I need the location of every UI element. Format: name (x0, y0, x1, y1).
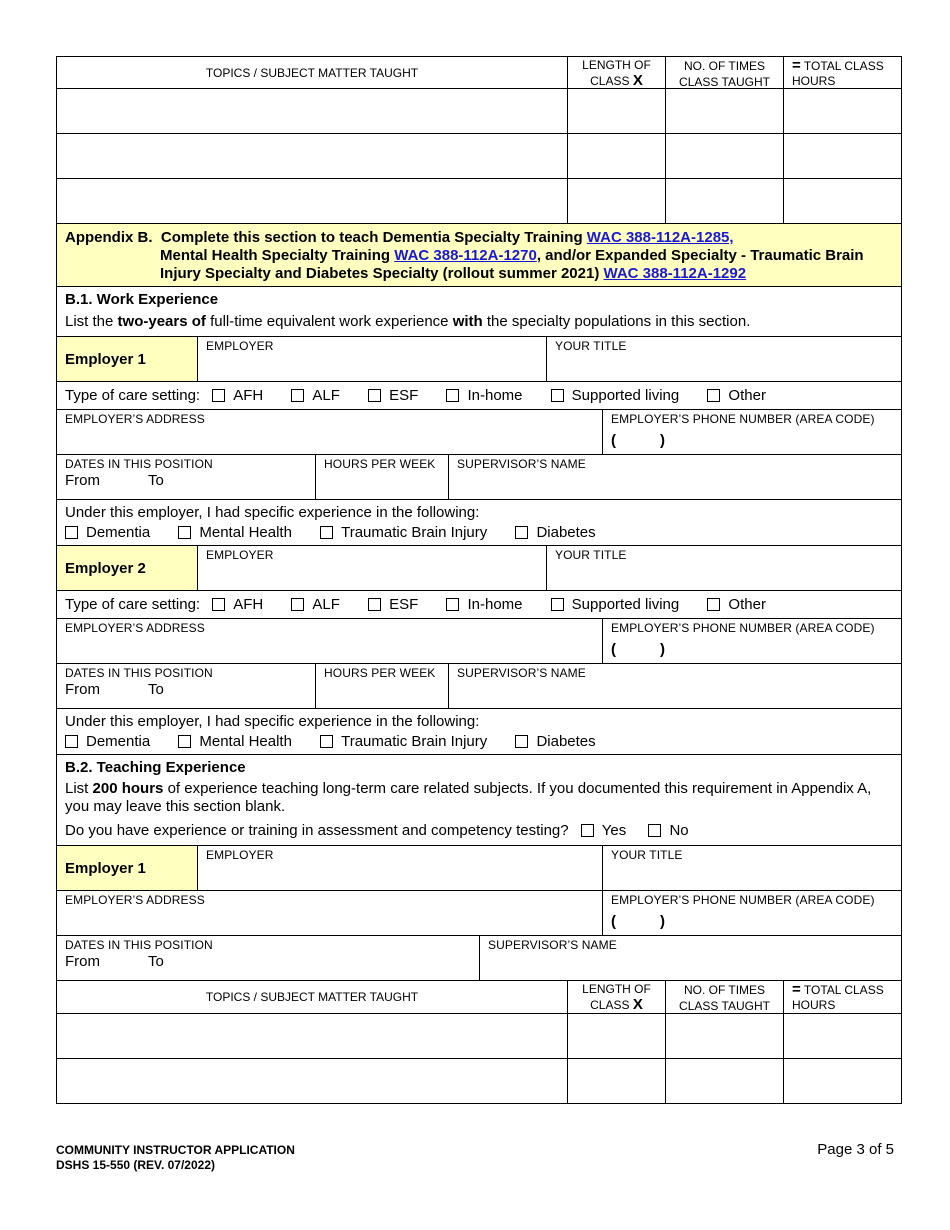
your-title-field[interactable]: YOUR TITLE (602, 846, 901, 890)
table-row[interactable] (56, 89, 902, 134)
in-home-checkbox[interactable] (446, 389, 459, 402)
employer-2-row (56, 546, 902, 591)
your-title-field[interactable]: YOUR TITLE (546, 546, 901, 590)
afh-checkbox[interactable] (212, 598, 225, 611)
care-setting-row: Type of care setting: AFH ALF ESF In-home Supported living Other (56, 382, 902, 410)
page-number: Page 3 of 5 (817, 1141, 894, 1158)
supported-living-checkbox[interactable] (551, 389, 564, 402)
mental-health-checkbox[interactable] (178, 526, 191, 539)
form-number: DSHS 15-550 (REV. 07/2022) (56, 1158, 215, 1172)
no-checkbox[interactable] (648, 824, 661, 837)
care-setting-row: Type of care setting: AFH ALF ESF In-home Supported living Other (56, 591, 902, 619)
dementia-checkbox[interactable] (65, 735, 78, 748)
address-field[interactable]: EMPLOYER’S ADDRESS (65, 412, 205, 426)
address-row (56, 619, 902, 664)
col-topics: TOPICS / SUBJECT MATTER TAUGHT (205, 66, 419, 80)
col-total: = TOTAL CLASS HOURS (792, 57, 884, 88)
dates-field[interactable]: DATES IN THIS POSITION From To (65, 666, 213, 698)
appendix-b-header: Appendix B. Complete this section to teach Dementia Specialty Training WAC 388-112A-1285, Mental Health Specialty Training WAC 388-112A-1270, and/or Expanded Specialty - Traumatic Brain Injury Specialty and Diabetes Specialty (rollout summer 2021) WAC 388-112A-1292 (56, 224, 902, 287)
supported-living-checkbox[interactable] (551, 598, 564, 611)
tbi-checkbox[interactable] (320, 526, 333, 539)
b1-title: B.1. Work Experience (65, 291, 219, 308)
address-field[interactable]: EMPLOYER’S ADDRESS (65, 621, 205, 635)
dates-row (56, 664, 902, 709)
supervisor-field[interactable]: SUPERVISOR’S NAME (448, 664, 901, 708)
tbi-checkbox[interactable] (320, 735, 333, 748)
employer-field[interactable]: EMPLOYER (197, 846, 602, 890)
dates-field[interactable]: DATES IN THIS POSITION From To (65, 938, 213, 970)
b1-instructions: List the two-years of full-time equivalent work experience with the specialty populations in this section. (65, 313, 751, 330)
other-checkbox[interactable] (707, 598, 720, 611)
hours-field[interactable]: HOURS PER WEEK (315, 664, 448, 708)
esf-checkbox[interactable] (368, 389, 381, 402)
supervisor-field[interactable]: SUPERVISOR’S NAME (479, 936, 901, 980)
b2-instructions: List 200 hours of experience teaching long-term care related subjects. If you documented this requirement in Appendix A, you may leave this section blank. (65, 780, 872, 815)
dates-field[interactable]: DATES IN THIS POSITION From To (65, 457, 213, 489)
dates-row (56, 455, 902, 500)
col-times: NO. OF TIMES CLASS TAUGHT (679, 983, 770, 1013)
col-times: NO. OF TIMES CLASS TAUGHT (679, 59, 770, 89)
employer-1-label: Employer 1 (65, 351, 146, 368)
form-footer (56, 1143, 295, 1173)
table-row[interactable] (56, 1059, 902, 1104)
topics-table-header (56, 56, 902, 89)
phone-field[interactable]: EMPLOYER’S PHONE NUMBER (AREA CODE) ( ) (602, 891, 901, 935)
topics-table-header (56, 981, 902, 1014)
mental-health-checkbox[interactable] (178, 735, 191, 748)
diabetes-checkbox[interactable] (515, 735, 528, 748)
alf-checkbox[interactable] (291, 389, 304, 402)
table-row[interactable] (56, 134, 902, 179)
employer-field[interactable]: EMPLOYER (197, 546, 546, 590)
hours-field[interactable]: HOURS PER WEEK (315, 455, 448, 499)
col-length: LENGTH OF CLASS X (582, 58, 651, 89)
dementia-checkbox[interactable] (65, 526, 78, 539)
alf-checkbox[interactable] (291, 598, 304, 611)
employer-2-label: Employer 2 (65, 560, 146, 577)
other-checkbox[interactable] (707, 389, 720, 402)
col-topics: TOPICS / SUBJECT MATTER TAUGHT (205, 990, 419, 1004)
afh-checkbox[interactable] (212, 389, 225, 402)
esf-checkbox[interactable] (368, 598, 381, 611)
form-sheet (56, 56, 902, 1104)
phone-field[interactable]: EMPLOYER’S PHONE NUMBER (AREA CODE) ( ) (602, 619, 901, 663)
dates-row (56, 936, 902, 981)
experience-row: Under this employer, I had specific experience in the following: Dementia Mental Health Traumatic Brain Injury Diabetes (56, 709, 902, 755)
your-title-field[interactable]: YOUR TITLE (546, 337, 901, 381)
supervisor-field[interactable]: SUPERVISOR’S NAME (448, 455, 901, 499)
b2-employer-label: Employer 1 (65, 860, 146, 877)
address-row (56, 891, 902, 936)
employer-1-row (56, 337, 902, 382)
b2-employer-row (56, 846, 902, 891)
wac-1270-link[interactable]: WAC 388-112A-1270 (394, 247, 537, 264)
in-home-checkbox[interactable] (446, 598, 459, 611)
phone-field[interactable]: EMPLOYER’S PHONE NUMBER (AREA CODE) ( ) (602, 410, 901, 454)
employer-field[interactable]: EMPLOYER (197, 337, 546, 381)
yes-checkbox[interactable] (581, 824, 594, 837)
address-row (56, 410, 902, 455)
diabetes-checkbox[interactable] (515, 526, 528, 539)
b2-section: B.2. Teaching Experience List 200 hours of experience teaching long-term care related subjects. If you documented this requirement in Appendix A, you may leave this section blank. Do you have experience or training in assessment and competency testing? Yes No (56, 755, 902, 846)
col-length: LENGTH OF CLASS X (582, 982, 651, 1013)
experience-row: Under this employer, I had specific experience in the following: Dementia Mental Health Traumatic Brain Injury Diabetes (56, 500, 902, 546)
assessment-question: Do you have experience or training in assessment and competency testing? (65, 822, 569, 839)
wac-1292-link[interactable]: WAC 388-112A-1292 (603, 265, 747, 282)
b2-title: B.2. Teaching Experience (65, 759, 246, 776)
wac-1285-link[interactable]: WAC 388-112A-1285, (586, 229, 734, 246)
table-row[interactable] (56, 1014, 902, 1059)
table-row[interactable] (56, 179, 902, 224)
b1-section (56, 287, 902, 337)
address-field[interactable]: EMPLOYER’S ADDRESS (65, 893, 205, 907)
form-name: COMMUNITY INSTRUCTOR APPLICATION (56, 1143, 295, 1157)
col-total: = TOTAL CLASS HOURS (792, 981, 884, 1012)
